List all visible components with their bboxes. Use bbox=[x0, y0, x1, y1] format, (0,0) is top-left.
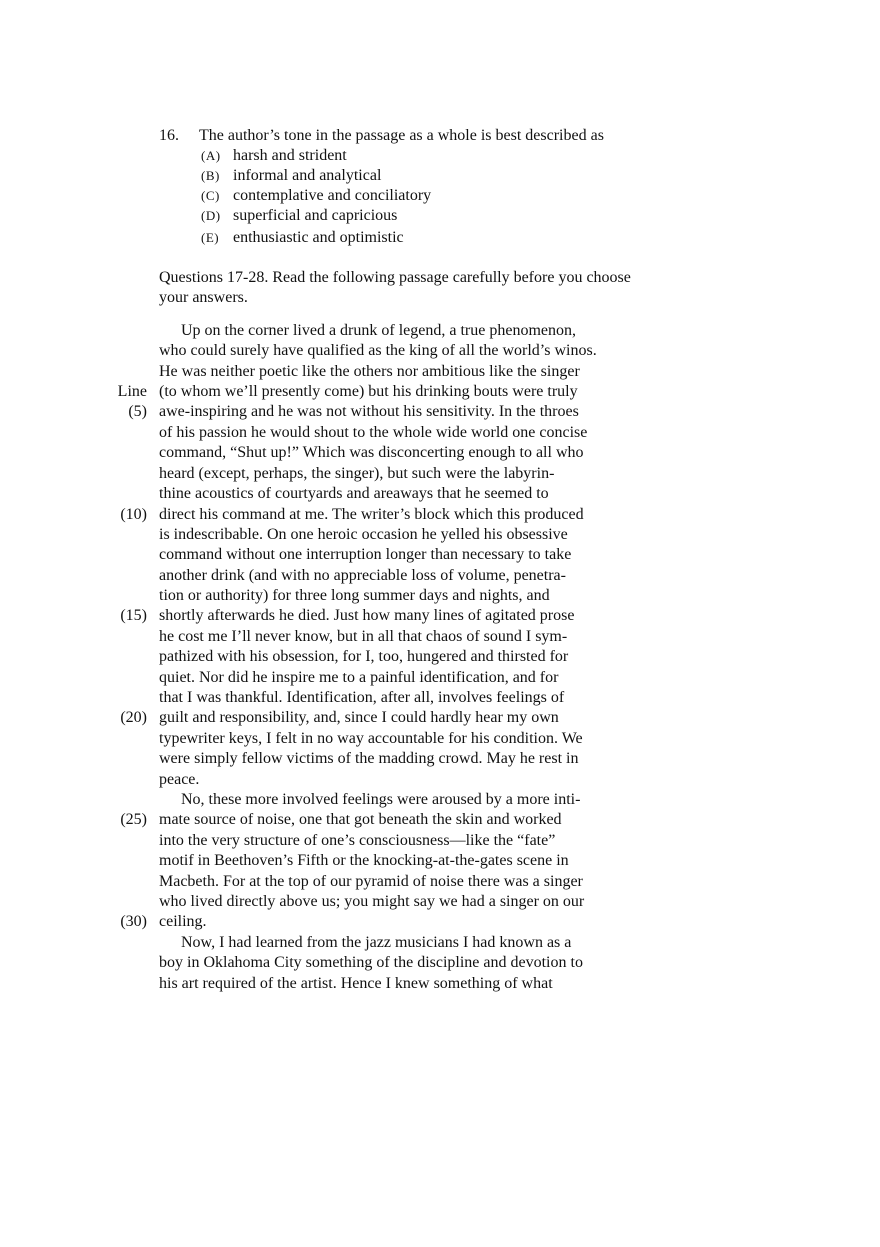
passage-line: another drink (and with no appreciable loss of volume, penetra- bbox=[159, 567, 566, 584]
option-text-e: enthusiastic and optimistic bbox=[233, 229, 404, 246]
option-letter-a: (A) bbox=[201, 148, 221, 163]
passage-line: guilt and responsibility, and, since I could hardly hear my own bbox=[159, 709, 559, 726]
passage-line: quiet. Nor did he inspire me to a painful identification, and for bbox=[159, 669, 559, 686]
question-number: 16. bbox=[159, 127, 179, 144]
passage-line: were simply fellow victims of the madding crowd. May he rest in bbox=[159, 750, 579, 767]
passage-line: is indescribable. On one heroic occasion he yelled his obsessive bbox=[159, 526, 568, 543]
option-text-a: harsh and strident bbox=[233, 147, 347, 164]
line-label: Line bbox=[117, 383, 147, 400]
option-letter-e: (E) bbox=[201, 230, 220, 245]
passage-line: typewriter keys, I felt in no way accountable for his condition. We bbox=[159, 730, 583, 747]
passage-line: ceiling. bbox=[159, 913, 207, 930]
option-letter-c: (C) bbox=[201, 188, 220, 203]
passage-line: direct his command at me. The writer’s block which this produced bbox=[159, 506, 584, 523]
passage-line: awe-inspiring and he was not without his sensitivity. In the throes bbox=[159, 403, 579, 420]
instructions-line-2: your answers. bbox=[159, 289, 248, 306]
option-text-c: contemplative and conciliatory bbox=[233, 187, 432, 204]
line-number-30: (30) bbox=[120, 913, 147, 930]
passage-line: who could surely have qualified as the king of all the world’s winos. bbox=[159, 342, 597, 359]
line-number-5: (5) bbox=[128, 403, 147, 420]
passage-line: pathized with his obsession, for I, too, hungered and thirsted for bbox=[159, 648, 569, 665]
passage-line: Now, I had learned from the jazz musicians I had known as a bbox=[181, 934, 572, 951]
passage-line: motif in Beethoven’s Fifth or the knocking-at-the-gates scene in bbox=[159, 852, 569, 869]
passage-line: who lived directly above us; you might say we had a singer on our bbox=[159, 893, 585, 910]
passage-line: of his passion he would shout to the whole wide world one concise bbox=[159, 424, 588, 441]
passage-line: (to whom we’ll presently come) but his drinking bouts were truly bbox=[159, 383, 578, 400]
passage-line: his art required of the artist. Hence I knew something of what bbox=[159, 975, 553, 992]
passage-line: thine acoustics of courtyards and areaways that he seemed to bbox=[159, 485, 549, 502]
passage-line: Up on the corner lived a drunk of legend, a true phenomenon, bbox=[181, 322, 576, 339]
passage-line: mate source of noise, one that got beneath the skin and worked bbox=[159, 811, 562, 828]
passage-line: No, these more involved feelings were aroused by a more inti- bbox=[181, 791, 581, 808]
line-number-10: (10) bbox=[120, 506, 147, 523]
option-letter-b: (B) bbox=[201, 168, 220, 183]
passage-line: peace. bbox=[159, 771, 200, 788]
passage-line: shortly afterwards he died. Just how many lines of agitated prose bbox=[159, 607, 575, 624]
option-letter-d: (D) bbox=[201, 208, 221, 223]
passage-line: he cost me I’ll never know, but in all that chaos of sound I sym- bbox=[159, 628, 568, 645]
passage-line: into the very structure of one’s consciousness—like the “fate” bbox=[159, 832, 556, 849]
line-number-15: (15) bbox=[120, 607, 147, 624]
line-number-20: (20) bbox=[120, 709, 147, 726]
question-stem: The author’s tone in the passage as a whole is best described as bbox=[199, 127, 604, 144]
line-number-25: (25) bbox=[120, 811, 147, 828]
passage-line: boy in Oklahoma City something of the discipline and devotion to bbox=[159, 954, 583, 971]
option-text-b: informal and analytical bbox=[233, 167, 382, 184]
passage-line: tion or authority) for three long summer days and nights, and bbox=[159, 587, 550, 604]
passage-line: He was neither poetic like the others nor ambitious like the singer bbox=[159, 363, 580, 380]
passage-line: heard (except, perhaps, the singer), but such were the labyrin- bbox=[159, 465, 555, 482]
option-text-d: superficial and capricious bbox=[233, 207, 398, 224]
passage-line: Macbeth. For at the top of our pyramid of noise there was a singer bbox=[159, 873, 583, 890]
passage-line: command, “Shut up!” Which was disconcerting enough to all who bbox=[159, 444, 584, 461]
passage-line: command without one interruption longer than necessary to take bbox=[159, 546, 572, 563]
passage-line: that I was thankful. Identification, after all, involves feelings of bbox=[159, 689, 565, 706]
instructions-line-1: Questions 17-28. Read the following passage carefully before you choose bbox=[159, 269, 631, 286]
